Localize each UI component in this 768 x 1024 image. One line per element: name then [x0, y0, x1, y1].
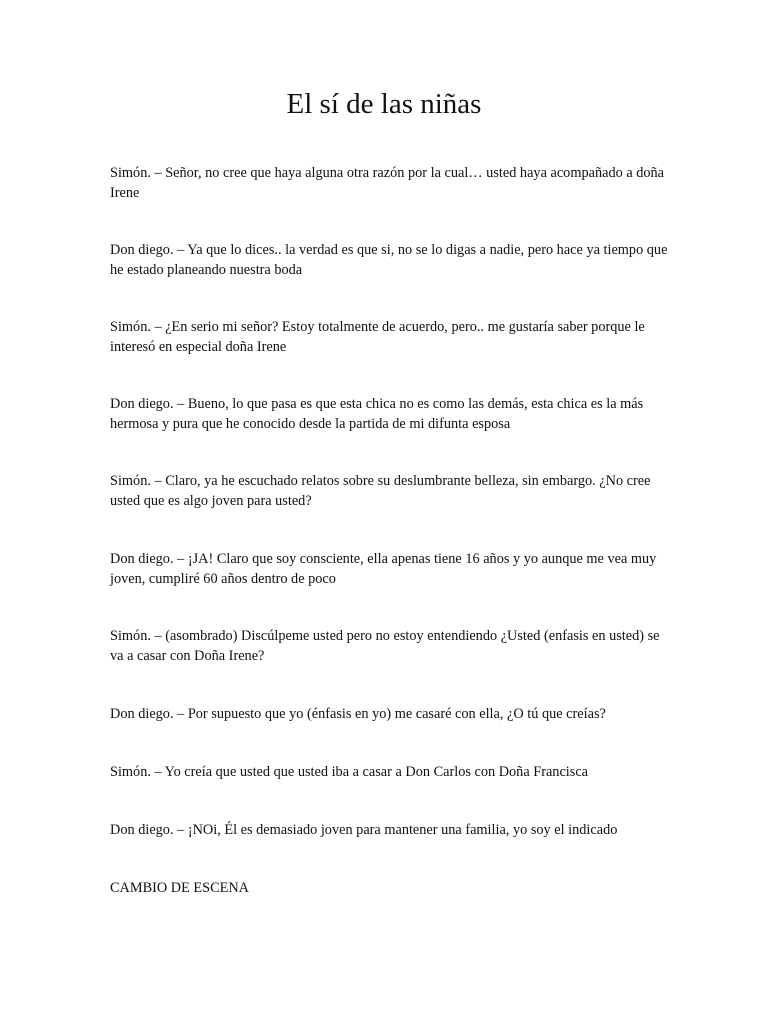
- dialogue-paragraph: Simón. – ¿En serio mi señor? Estoy totalmente de acuerdo, pero.. me gustaría saber porque le interesó en especial doña Irene: [110, 319, 645, 355]
- dialogue-paragraph: Simón. – (asombrado) Discúlpeme usted pero no estoy entendiendo ¿Usted (enfasis en usted) se va a casar con Doña Irene?: [110, 628, 660, 664]
- dialogue-paragraph: Don diego. – ¡JA! Claro que soy consciente, ella apenas tiene 16 años y yo aunque me vea muy joven, cumpliré 60 años dentro de poco: [110, 551, 657, 587]
- dialogue-paragraph: Simón. – Señor, no cree que haya alguna otra razón por la cual… usted haya acompañado a doña Irene: [110, 165, 665, 201]
- dialogue-paragraph: Don diego. – Ya que lo dices.. la verdad es que si, no se lo digas a nadie, pero hace ya tiempo que he estado planeando nuestra boda: [110, 242, 668, 278]
- dialogue-paragraph: Simón. – Yo creía que usted que usted iba a casar a Don Carlos con Doña Francisca: [110, 764, 589, 780]
- scene-change-heading: CAMBIO DE ESCENA: [110, 880, 250, 896]
- dialogue-paragraph: Don diego. – Bueno, lo que pasa es que esta chica no es como las demás, esta chica es la más hermosa y pura que he conocido desde la partida de mi difunta esposa: [110, 396, 644, 432]
- dialogue-paragraph: Simón. – Claro, ya he escuchado relatos sobre su deslumbrante belleza, sin embargo. ¿No cree usted que es algo joven para usted?: [110, 473, 651, 509]
- document-title: El sí de las niñas: [286, 88, 482, 120]
- dialogue-paragraph: Don diego. – Por supuesto que yo (énfasis en yo) me casaré con ella, ¿O tú que creías?: [110, 706, 606, 722]
- dialogue-paragraph: Don diego. – ¡NOi, Él es demasiado joven para mantener una familia, yo soy el indicado: [110, 822, 618, 838]
